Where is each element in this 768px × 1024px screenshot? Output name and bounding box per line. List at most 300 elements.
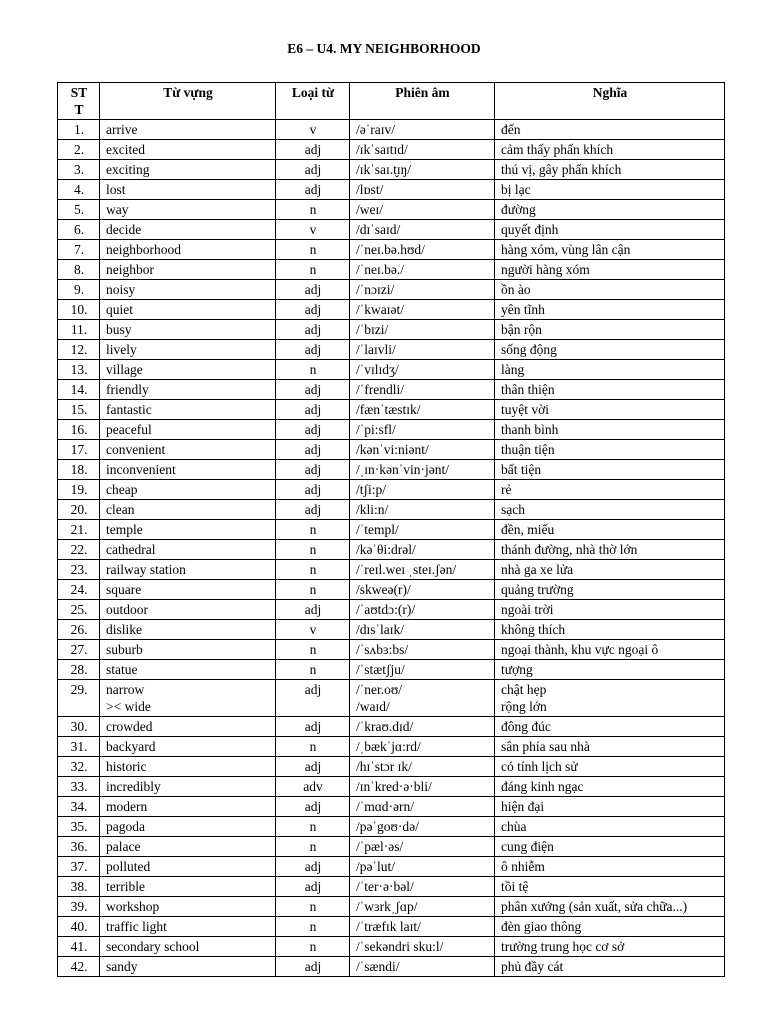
cell-ipa-text: /ˈbɪzi/ (356, 322, 389, 337)
cell-stt-text: 28. (70, 662, 88, 677)
cell-stt-text: 20. (70, 502, 88, 517)
cell-word-text: village (106, 362, 143, 377)
cell-ipa (350, 737, 495, 757)
cell-stt-text: 5. (73, 202, 85, 217)
cell-pos-text: adj (304, 602, 322, 617)
cell-meaning-text: đèn giao thông (501, 919, 582, 934)
cell-word-text: decide (106, 222, 142, 237)
cell-word-text: way (106, 202, 129, 217)
cell-meaning-text: bất tiện (501, 462, 542, 477)
cell-pos (276, 540, 350, 560)
cell-pos-text: adj (304, 342, 322, 357)
cell-ipa-text: /ˈpæl·əs/ (356, 839, 404, 854)
cell-meaning (495, 200, 725, 220)
cell-meaning (495, 540, 725, 560)
cell-word (100, 440, 276, 460)
cell-ipa-text: /kənˈvi:niənt/ (356, 442, 429, 457)
table-row (58, 380, 725, 400)
cell-stt (58, 460, 100, 480)
cell-meaning-text: ngoại thành, khu vực ngoại ô (501, 642, 659, 657)
table-row (58, 400, 725, 420)
cell-pos (276, 917, 350, 937)
cell-ipa-text: /ɪnˈkred·ə·bli/ (356, 779, 432, 794)
cell-word (100, 580, 276, 600)
cell-stt-text: 6. (73, 222, 85, 237)
cell-pos-text: adj (304, 442, 322, 457)
cell-meaning-text: làng (501, 362, 525, 377)
cell-meaning (495, 260, 725, 280)
cell-meaning-text: thuận tiện (501, 442, 555, 457)
cell-ipa-text: /tʃi:p/ (356, 482, 386, 497)
cell-word-text: quiet (106, 302, 133, 317)
cell-stt-text: 27. (70, 642, 88, 657)
cell-word (100, 240, 276, 260)
cell-meaning (495, 600, 725, 620)
cell-stt-text: 11. (70, 322, 88, 337)
cell-stt-text: 42. (70, 959, 88, 974)
cell-pos (276, 380, 350, 400)
cell-meaning (495, 757, 725, 777)
cell-ipa (350, 300, 495, 320)
cell-word-text: temple (106, 522, 143, 537)
cell-pos (276, 340, 350, 360)
cell-pos-text: adj (304, 462, 322, 477)
cell-pos-text: adj (304, 302, 322, 317)
cell-stt (58, 540, 100, 560)
cell-pos (276, 320, 350, 340)
cell-meaning (495, 280, 725, 300)
cell-pos-text: adj (304, 422, 322, 437)
cell-meaning-text: phân xưởng (sản xuất, sửa chữa...) (501, 899, 688, 914)
cell-word-text: fantastic (106, 402, 152, 417)
cell-ipa-text: /kəˈθi:drəl/ (356, 542, 416, 557)
cell-meaning (495, 797, 725, 817)
cell-stt (58, 120, 100, 140)
cell-pos (276, 220, 350, 240)
cell-ipa-text: /ˈpi:sfl/ (356, 422, 396, 437)
cell-meaning-text: sạch (501, 502, 525, 517)
cell-pos (276, 520, 350, 540)
cell-stt (58, 640, 100, 660)
cell-ipa-text: /ˈaʊtdɔ:(r)/ (356, 602, 416, 617)
cell-meaning (495, 360, 725, 380)
cell-word-text: neighbor (106, 262, 154, 277)
cell-stt-text: 29. (70, 682, 88, 697)
cell-ipa (350, 120, 495, 140)
cell-meaning-text: cảm thấy phấn khích (501, 142, 614, 157)
cell-meaning-text-2: rộng lớn (501, 699, 547, 714)
cell-stt-text: 32. (70, 759, 88, 774)
header-word: Từ vựng (100, 83, 276, 120)
cell-ipa (350, 817, 495, 837)
cell-pos (276, 877, 350, 897)
cell-ipa (350, 640, 495, 660)
cell-ipa (350, 340, 495, 360)
cell-meaning-text: yên tĩnh (501, 302, 545, 317)
cell-meaning (495, 220, 725, 240)
cell-pos-text: v (309, 622, 317, 637)
cell-meaning-text: có tính lịch sử (501, 759, 578, 774)
table-row (58, 520, 725, 540)
cell-pos (276, 857, 350, 877)
cell-ipa (350, 757, 495, 777)
cell-stt-text: 24. (70, 582, 88, 597)
cell-meaning (495, 120, 725, 140)
cell-pos-text: adj (304, 959, 322, 974)
table-row (58, 817, 725, 837)
table-row (58, 460, 725, 480)
cell-word-text: sandy (106, 959, 138, 974)
cell-stt (58, 620, 100, 640)
cell-stt-text: 40. (70, 919, 88, 934)
cell-meaning-text: nhà ga xe lửa (501, 562, 574, 577)
cell-stt-text: 13. (70, 362, 88, 377)
cell-word-text: cathedral (106, 542, 156, 557)
cell-stt (58, 777, 100, 797)
cell-stt (58, 580, 100, 600)
cell-ipa-text: /ˈnɔɪzi/ (356, 282, 395, 297)
cell-word (100, 200, 276, 220)
table-row (58, 340, 725, 360)
cell-word (100, 280, 276, 300)
table-row (58, 260, 725, 280)
cell-pos-text: adj (304, 402, 322, 417)
cell-ipa-text: /ˈter·ə·bəl/ (356, 879, 414, 894)
cell-word-text: neighborhood (106, 242, 181, 257)
cell-ipa (350, 180, 495, 200)
cell-stt-text: 22. (70, 542, 88, 557)
cell-ipa-text: /ˌbækˈjɑ:rd/ (356, 739, 421, 754)
cell-stt-text: 33. (70, 779, 88, 794)
cell-pos-text: adj (304, 142, 322, 157)
cell-word-text: busy (106, 322, 132, 337)
cell-meaning (495, 480, 725, 500)
cell-pos-text: n (309, 919, 317, 934)
cell-word-text: inconvenient (106, 462, 176, 477)
cell-word (100, 857, 276, 877)
cell-stt-text: 19. (70, 482, 88, 497)
cell-meaning (495, 500, 725, 520)
cell-stt-text: 36. (70, 839, 88, 854)
cell-pos-text: adj (304, 182, 322, 197)
cell-meaning-text: ồn ào (501, 282, 531, 297)
cell-stt (58, 180, 100, 200)
cell-ipa (350, 680, 495, 717)
cell-stt-text: 3. (73, 162, 85, 177)
cell-ipa (350, 280, 495, 300)
cell-stt (58, 937, 100, 957)
cell-pos (276, 160, 350, 180)
table-row (58, 240, 725, 260)
cell-ipa-text: /ˈlaɪvli/ (356, 342, 396, 357)
cell-stt (58, 957, 100, 977)
cell-ipa-text: /ˈtempl/ (356, 522, 399, 537)
cell-word-text-2: >< wide (106, 699, 151, 714)
cell-stt (58, 917, 100, 937)
cell-meaning (495, 660, 725, 680)
cell-meaning (495, 420, 725, 440)
cell-meaning (495, 717, 725, 737)
cell-word-text: noisy (106, 282, 136, 297)
cell-ipa (350, 917, 495, 937)
cell-pos-text: n (309, 939, 317, 954)
cell-pos-text: n (309, 262, 317, 277)
cell-ipa-text: /dɪˈsaɪd/ (356, 222, 401, 237)
cell-pos (276, 837, 350, 857)
cell-meaning-text: bận rộn (501, 322, 542, 337)
cell-stt (58, 757, 100, 777)
cell-stt (58, 897, 100, 917)
cell-stt-text: 15. (70, 402, 88, 417)
cell-stt-text: 26. (70, 622, 88, 637)
cell-stt (58, 380, 100, 400)
cell-meaning-text: rẻ (501, 482, 512, 497)
cell-stt (58, 600, 100, 620)
cell-word (100, 837, 276, 857)
table-row (58, 540, 725, 560)
cell-meaning (495, 937, 725, 957)
cell-pos-text: adj (304, 322, 322, 337)
cell-word-text: peaceful (106, 422, 152, 437)
table-row (58, 180, 725, 200)
cell-ipa (350, 777, 495, 797)
cell-word-text: incredibly (106, 779, 161, 794)
cell-ipa-text: /ˈneɪ.bə.hʊd/ (356, 242, 425, 257)
cell-meaning-text: tuyệt vời (501, 402, 550, 417)
cell-meaning (495, 380, 725, 400)
cell-word (100, 660, 276, 680)
cell-meaning-text: đến (501, 122, 521, 137)
cell-meaning-text: sân phía sau nhà (501, 739, 590, 754)
cell-ipa (350, 937, 495, 957)
cell-ipa-text: /ɪkˈsaɪ.t̬ɪŋ/ (356, 162, 412, 177)
cell-word-text: statue (106, 662, 138, 677)
cell-word (100, 220, 276, 240)
cell-ipa (350, 260, 495, 280)
table-row (58, 620, 725, 640)
cell-stt-text: 31. (70, 739, 88, 754)
cell-ipa-text: /əˈraɪv/ (356, 122, 395, 137)
cell-ipa-text: /ˈsekəndri sku:l/ (356, 939, 444, 954)
cell-ipa (350, 480, 495, 500)
cell-ipa (350, 797, 495, 817)
cell-stt (58, 340, 100, 360)
table-row (58, 600, 725, 620)
cell-word-text: backyard (106, 739, 156, 754)
cell-pos-text: n (309, 562, 317, 577)
cell-pos-text: adj (304, 382, 322, 397)
cell-ipa-text: /ˌɪn·kənˈvin·jənt/ (356, 462, 449, 477)
table-row (58, 640, 725, 660)
cell-pos-text: adj (304, 859, 322, 874)
cell-word-text: convenient (106, 442, 166, 457)
cell-pos-text: n (309, 202, 317, 217)
cell-ipa-text: /ˈneɪ.bə./ (356, 262, 404, 277)
cell-word (100, 620, 276, 640)
table-header-row (58, 83, 725, 120)
cell-word-text: crowded (106, 719, 153, 734)
cell-stt (58, 140, 100, 160)
cell-word (100, 757, 276, 777)
cell-pos (276, 120, 350, 140)
cell-ipa (350, 500, 495, 520)
table-row (58, 877, 725, 897)
cell-word (100, 680, 276, 717)
cell-meaning (495, 520, 725, 540)
cell-stt (58, 837, 100, 857)
table-body (58, 120, 725, 977)
table-row (58, 680, 725, 717)
cell-pos (276, 260, 350, 280)
cell-pos (276, 460, 350, 480)
cell-pos (276, 140, 350, 160)
cell-word-text: friendly (106, 382, 149, 397)
cell-word (100, 797, 276, 817)
table-row (58, 917, 725, 937)
cell-stt (58, 797, 100, 817)
table-row (58, 140, 725, 160)
cell-stt-text: 35. (70, 819, 88, 834)
cell-word-text: exciting (106, 162, 150, 177)
table-row (58, 797, 725, 817)
cell-pos-text: n (309, 542, 317, 557)
cell-ipa (350, 440, 495, 460)
cell-pos (276, 717, 350, 737)
cell-pos (276, 480, 350, 500)
cell-stt-text: 38. (70, 879, 88, 894)
cell-meaning (495, 460, 725, 480)
cell-ipa (350, 660, 495, 680)
cell-stt-text: 17. (70, 442, 88, 457)
cell-ipa-text: /ˈkwaɪət/ (356, 302, 404, 317)
cell-meaning (495, 620, 725, 640)
table-row (58, 440, 725, 460)
cell-pos (276, 560, 350, 580)
table-row (58, 420, 725, 440)
cell-word (100, 420, 276, 440)
cell-meaning-text: ngoài trời (501, 602, 554, 617)
cell-meaning-text: thú vị, gây phấn khích (501, 162, 622, 177)
cell-stt (58, 817, 100, 837)
cell-ipa-text-2: /waɪd/ (356, 699, 390, 714)
cell-pos (276, 240, 350, 260)
cell-meaning-text: hàng xóm, vùng lân cận (501, 242, 631, 257)
cell-ipa (350, 460, 495, 480)
cell-stt-text: 10. (70, 302, 88, 317)
cell-meaning (495, 877, 725, 897)
table-row (58, 560, 725, 580)
cell-stt-text: 16. (70, 422, 88, 437)
cell-pos (276, 640, 350, 660)
cell-ipa-text: /kli:n/ (356, 502, 389, 517)
cell-meaning-text: đường (501, 202, 536, 217)
cell-ipa-text: /pəˈlut/ (356, 859, 395, 874)
cell-word (100, 717, 276, 737)
cell-ipa-text: /ˈsændi/ (356, 959, 400, 974)
cell-pos (276, 797, 350, 817)
cell-ipa (350, 877, 495, 897)
cell-word-text: narrow (106, 682, 145, 697)
cell-word-text: modern (106, 799, 148, 814)
vocabulary-table (57, 82, 725, 977)
cell-pos (276, 757, 350, 777)
cell-pos-text: n (309, 642, 317, 657)
cell-word-text: arrive (106, 122, 138, 137)
cell-pos-text: n (309, 899, 317, 914)
cell-pos-text: adj (304, 879, 322, 894)
cell-stt (58, 300, 100, 320)
cell-ipa (350, 400, 495, 420)
cell-word (100, 320, 276, 340)
cell-pos-text: n (309, 819, 317, 834)
cell-pos (276, 440, 350, 460)
cell-stt-text: 18. (70, 462, 88, 477)
cell-ipa (350, 140, 495, 160)
cell-pos (276, 897, 350, 917)
table-row (58, 320, 725, 340)
cell-meaning (495, 837, 725, 857)
cell-meaning (495, 957, 725, 977)
cell-stt-text: 25. (70, 602, 88, 617)
cell-meaning-text: đáng kinh ngạc (501, 779, 584, 794)
cell-meaning (495, 897, 725, 917)
cell-word (100, 560, 276, 580)
page-title: E6 – U4. MY NEIGHBORHOOD (287, 41, 481, 56)
cell-ipa (350, 560, 495, 580)
header-stt (58, 83, 100, 120)
cell-stt (58, 240, 100, 260)
cell-word-text: workshop (106, 899, 160, 914)
cell-word-text: palace (106, 839, 141, 854)
cell-stt (58, 220, 100, 240)
cell-word (100, 460, 276, 480)
cell-pos (276, 737, 350, 757)
cell-meaning-text: người hàng xóm (501, 262, 590, 277)
cell-word-text: outdoor (106, 602, 148, 617)
cell-stt-text: 30. (70, 719, 88, 734)
cell-pos-text: adv (303, 779, 323, 794)
cell-word-text: lost (106, 182, 126, 197)
cell-pos (276, 957, 350, 977)
cell-word (100, 897, 276, 917)
cell-stt-text: 7. (73, 242, 85, 257)
cell-meaning (495, 737, 725, 757)
cell-meaning (495, 640, 725, 660)
cell-ipa-text: /pəˈgoʊ·də/ (356, 819, 419, 834)
table-row (58, 220, 725, 240)
cell-pos-text: v (309, 222, 317, 237)
cell-ipa (350, 200, 495, 220)
cell-ipa-text: /ɪkˈsaɪtɪd/ (356, 142, 408, 157)
cell-word (100, 140, 276, 160)
cell-stt (58, 400, 100, 420)
cell-stt (58, 280, 100, 300)
table-row (58, 480, 725, 500)
cell-stt-text: 2. (73, 142, 85, 157)
cell-ipa (350, 837, 495, 857)
cell-ipa (350, 857, 495, 877)
table-row (58, 957, 725, 977)
cell-pos-text: adj (304, 482, 322, 497)
cell-word (100, 777, 276, 797)
table-row (58, 580, 725, 600)
cell-meaning (495, 817, 725, 837)
cell-stt (58, 480, 100, 500)
cell-word (100, 380, 276, 400)
cell-word-text: terrible (106, 879, 145, 894)
cell-word-text: cheap (106, 482, 138, 497)
cell-meaning (495, 340, 725, 360)
